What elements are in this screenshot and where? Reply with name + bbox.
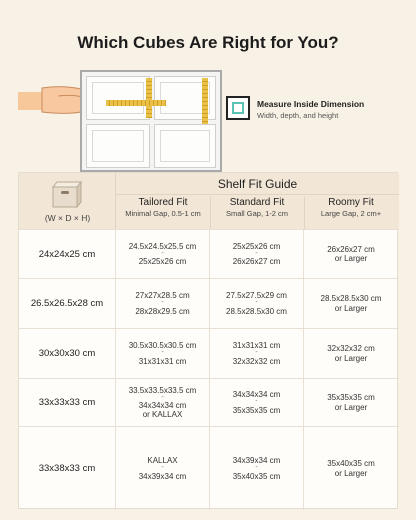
fit-cell-tailored bbox=[116, 379, 210, 426]
range-dash: - bbox=[255, 464, 258, 472]
cube-size: 30x30x30 cm bbox=[19, 329, 116, 378]
fit-value: 33.5x33.5x33.5 cm bbox=[128, 385, 197, 395]
fit-cell-tailored bbox=[116, 230, 210, 278]
guide-divider bbox=[116, 194, 399, 195]
fit-value: or Larger bbox=[334, 254, 368, 263]
range-dash: - bbox=[161, 299, 164, 307]
fit-value: 27x27x28.5 cm bbox=[135, 291, 190, 301]
column-gap: Small Gap, 1-2 cm bbox=[225, 209, 289, 218]
fit-value: 31x31x31 cm bbox=[232, 341, 281, 351]
fit-value: 34x34x34 cm bbox=[138, 401, 187, 411]
fit-value: or Larger bbox=[334, 353, 368, 363]
fit-cell-standard bbox=[210, 379, 304, 426]
fit-cell-tailored bbox=[116, 329, 210, 378]
fit-cell-standard bbox=[210, 279, 304, 328]
fit-value: 30.5x30.5x30.5 cm bbox=[128, 341, 197, 351]
legend-title: Measure Inside Dimension bbox=[257, 99, 365, 109]
column-gap: Large Gap, 2 cm+ bbox=[320, 209, 382, 218]
shelf-fit-table bbox=[18, 172, 398, 509]
range-dash: - bbox=[255, 249, 258, 257]
fit-cell-tailored bbox=[116, 279, 210, 328]
cube-size: 33x38x33 cm bbox=[19, 427, 116, 510]
size-column-header bbox=[19, 173, 116, 229]
fit-value: 35x35x35 cm bbox=[327, 393, 375, 403]
fit-cell-roomy bbox=[304, 230, 398, 278]
fit-cell-roomy bbox=[304, 379, 398, 426]
column-name: Standard Fit bbox=[229, 197, 285, 208]
range-dash: - bbox=[255, 299, 258, 307]
column-header-standard bbox=[210, 197, 304, 218]
cube-shelf-icon bbox=[80, 70, 222, 172]
fit-value: 25x25x26 cm bbox=[232, 241, 281, 251]
tape-measure-vertical bbox=[146, 78, 152, 118]
legend-subtitle: Width, depth, and height bbox=[257, 111, 339, 120]
cube-size: 26.5x26.5x28 cm bbox=[19, 279, 116, 328]
fit-value: 34x39x34 cm bbox=[232, 456, 281, 466]
fit-value: or Larger bbox=[334, 468, 368, 478]
range-dash: - bbox=[161, 393, 164, 401]
range-dash: - bbox=[161, 464, 164, 472]
fit-cell-roomy bbox=[304, 329, 398, 378]
cube-size: 24x24x25 cm bbox=[19, 230, 116, 278]
fit-value: or Larger bbox=[334, 303, 368, 313]
fit-cell-roomy bbox=[304, 279, 398, 328]
range-dash: - bbox=[161, 249, 164, 257]
dimensions-label: (W × D × H) bbox=[44, 213, 91, 223]
table-row bbox=[19, 378, 399, 426]
fit-value: 35x35x35 cm bbox=[232, 405, 281, 415]
fit-value: 35x40x35 cm bbox=[232, 471, 281, 481]
table-row bbox=[19, 328, 399, 378]
fit-cell-standard bbox=[210, 427, 304, 510]
fit-value: 27.5x27.5x29 cm bbox=[226, 291, 287, 301]
fit-value: 24.5x24.5x25.5 cm bbox=[128, 241, 197, 251]
fit-cell-standard bbox=[210, 230, 304, 278]
range-dash: - bbox=[161, 349, 164, 357]
column-name: Roomy Fit bbox=[328, 197, 374, 208]
fit-cell-roomy bbox=[304, 427, 398, 510]
range-dash: - bbox=[255, 349, 258, 357]
fit-value: 32x32x32 cm bbox=[232, 356, 281, 366]
fit-value: 25x25x26 cm bbox=[138, 257, 187, 267]
fit-value: 34x34x34 cm bbox=[232, 390, 281, 400]
fit-value: 28.5x28.5x30 cm bbox=[320, 294, 382, 304]
fit-value: 26x26x27 cm bbox=[232, 257, 281, 267]
page-title: Which Cubes Are Right for You? bbox=[77, 33, 339, 52]
fit-value: KALLAX bbox=[147, 456, 178, 466]
table-row bbox=[19, 426, 399, 510]
fit-cell-tailored bbox=[116, 427, 210, 510]
column-gap: Minimal Gap, 0.5-1 cm bbox=[125, 209, 201, 218]
fit-value: 26x26x27 cm bbox=[327, 244, 375, 254]
measure-illustration bbox=[18, 70, 218, 175]
table-header bbox=[19, 173, 399, 229]
fit-value: 28.5x28.5x30 cm bbox=[226, 306, 287, 316]
fit-value: or Larger bbox=[334, 402, 368, 412]
range-dash: - bbox=[255, 398, 258, 406]
tape-measure-horizontal bbox=[106, 100, 166, 106]
square-frame-icon bbox=[226, 96, 250, 120]
fit-value: 34x39x34 cm bbox=[138, 471, 187, 481]
fit-value: 28x28x29.5 cm bbox=[135, 306, 190, 316]
tape-measure-vertical-right bbox=[202, 78, 208, 124]
column-name: Tailored Fit bbox=[138, 197, 188, 208]
column-header-tailored bbox=[116, 197, 210, 218]
cube-size: 33x33x33 cm bbox=[19, 379, 116, 426]
table-row bbox=[19, 229, 399, 278]
fit-value: 32x32x32 cm bbox=[327, 344, 375, 354]
storage-box-icon bbox=[47, 179, 83, 209]
fit-value: or KALLAX bbox=[142, 410, 183, 420]
guide-title: Shelf Fit Guide bbox=[217, 177, 298, 191]
fit-value: 31x31x31 cm bbox=[138, 356, 187, 366]
table-row bbox=[19, 278, 399, 328]
column-header-roomy bbox=[304, 197, 398, 218]
fit-cell-standard bbox=[210, 329, 304, 378]
fit-value: 35x40x35 cm bbox=[327, 459, 375, 469]
